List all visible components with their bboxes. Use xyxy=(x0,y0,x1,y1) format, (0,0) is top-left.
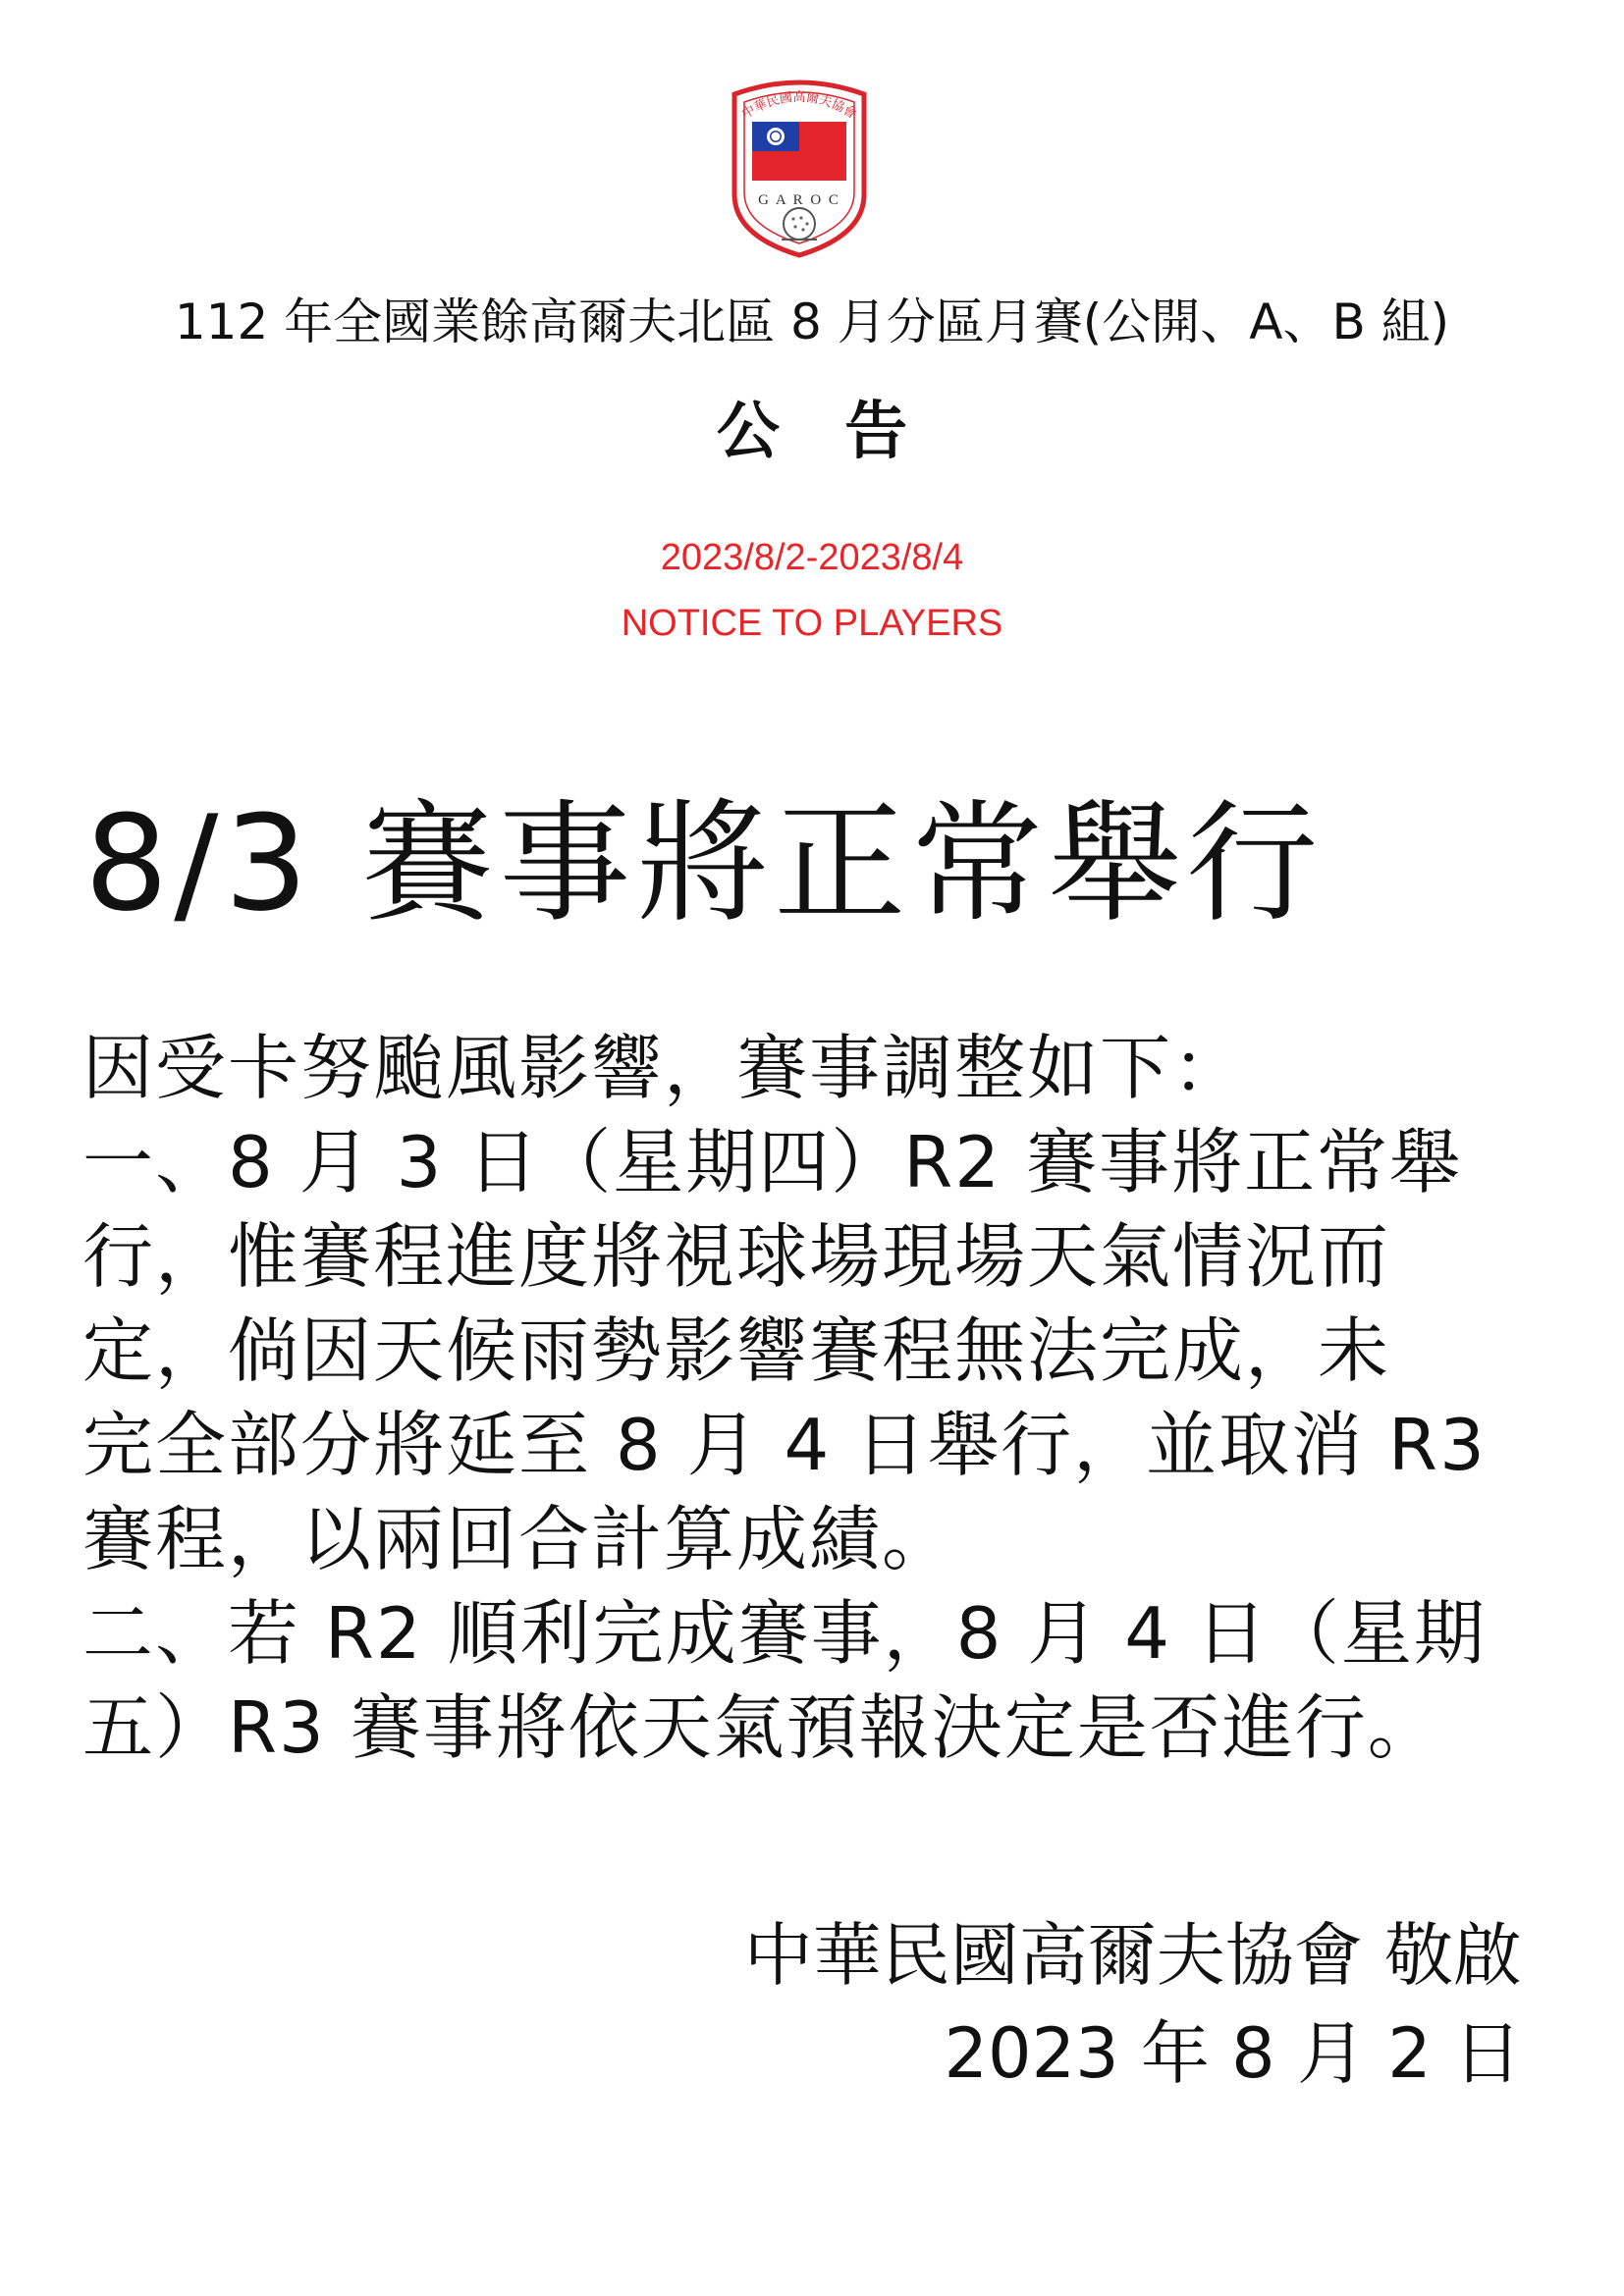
notice-dates: 2023/8/2-2023/8/4 xyxy=(660,537,964,578)
signature-date: 2023 年 8 月 2 日 xyxy=(944,2013,1522,2094)
logo-letters: G A R O C xyxy=(758,192,840,208)
body-line: 行，惟賽程進度將視球場現場天氣情況而 xyxy=(82,1215,1391,1298)
headline: 8/3 賽事將正常舉行 xyxy=(84,787,1325,940)
body-line: 一、8 月 3 日（星期四）R2 賽事將正常舉 xyxy=(82,1121,1463,1203)
announcement-heading: 公 告 xyxy=(716,396,930,468)
announcement-body xyxy=(82,1021,1555,1775)
garoc-logo xyxy=(725,77,874,259)
body-line: 因受卡努颱風影響，賽事調整如下： xyxy=(82,1027,1246,1109)
body-line: 定，倘因天候雨勢影響賽程無法完成，未 xyxy=(82,1309,1391,1392)
garoc-emblem-icon xyxy=(725,77,874,259)
logo-ring-text: 中華民國高爾夫協會 xyxy=(739,90,859,123)
body-line: 賽程，以兩回合計算成績。 xyxy=(82,1498,955,1580)
body-line: 二、若 R2 順利完成賽事，8 月 4 日（星期 xyxy=(82,1592,1487,1675)
body-line: 完全部分將延至 8 月 4 日舉行，並取消 R3 xyxy=(82,1404,1487,1486)
body-line: 五）R3 賽事將依天氣預報決定是否進行。 xyxy=(82,1686,1440,1769)
tournament-title: 112 年全國業餘高爾夫北區 8 月分區月賽(公開、A、B 組) xyxy=(174,294,1450,350)
signature-organization: 中華民國高爾夫協會 敬啟 xyxy=(743,1915,1522,1996)
notice-to-players-label: NOTICE TO PLAYERS xyxy=(621,603,1003,644)
